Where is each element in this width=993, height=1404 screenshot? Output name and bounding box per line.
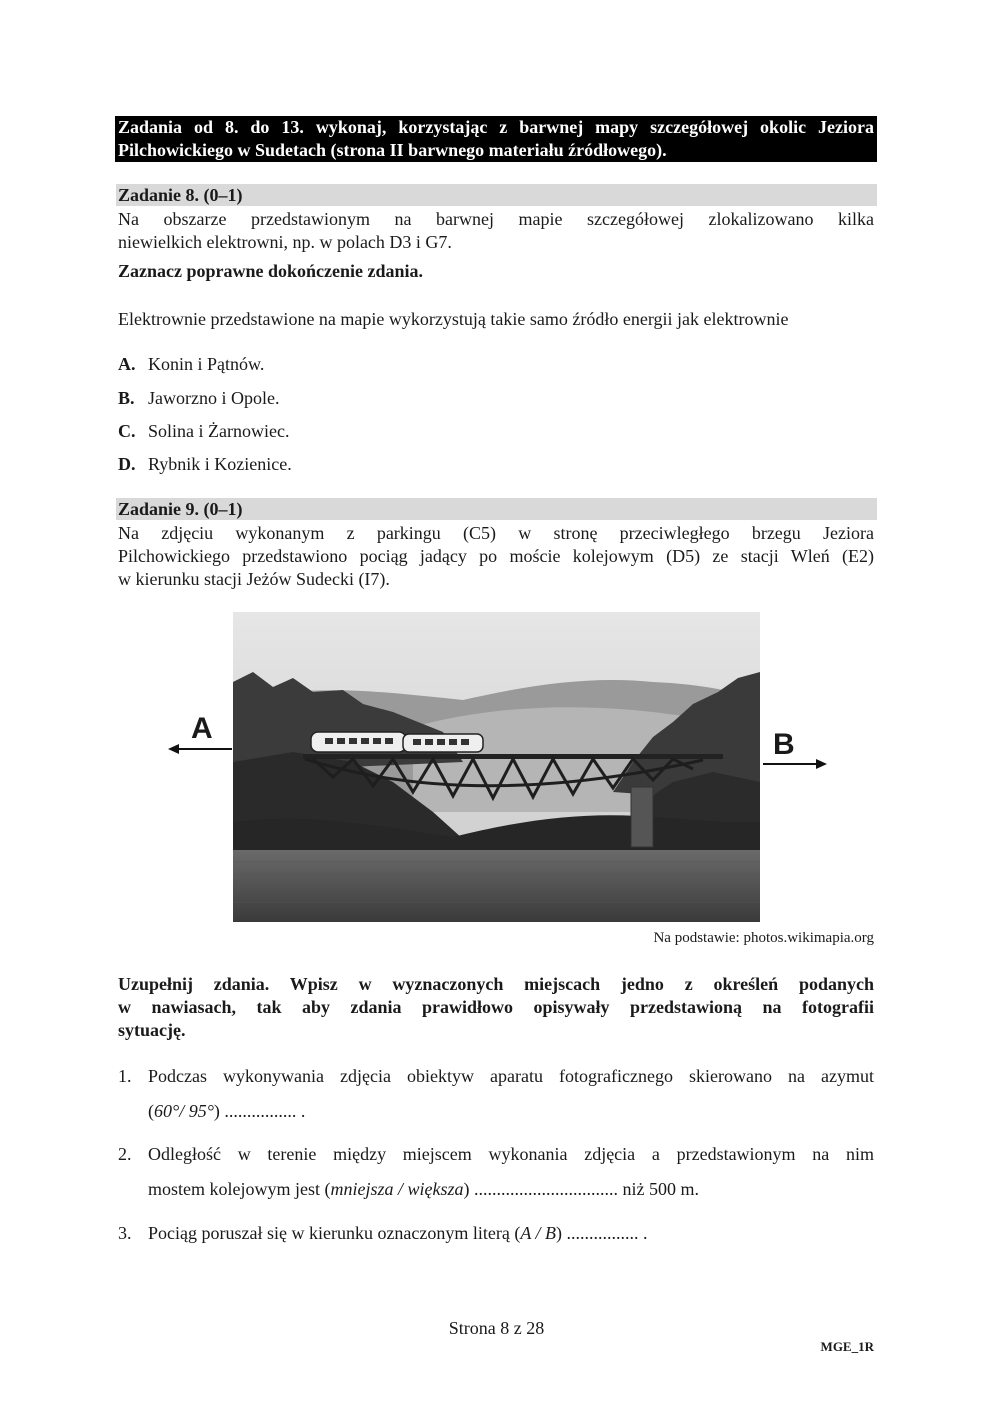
option-text: Jaworzno i Opole. xyxy=(148,388,280,408)
task-8-option-d[interactable] xyxy=(118,453,292,475)
item-1-line-1: Podczas wykonywania zdjęcia obiektyw aparatu fotograficznego skierowano na azymut xyxy=(148,1066,874,1086)
intro-line-1: Zadania od 8. do 13. wykonaj, korzystając z barwnej mapy szczegółowej okolic Jeziora xyxy=(118,117,874,137)
task-9-instruction-line-2: w nawiasach, tak aby zdania prawidłowo opisywały przedstawioną na fotografii xyxy=(118,997,874,1017)
task-9-text xyxy=(118,522,874,591)
task-8-text xyxy=(118,208,874,254)
task-9-text-line-3: w kierunku stacji Jeżów Sudecki (I7). xyxy=(118,569,390,589)
task-8-title: Zadanie 8. (0–1) xyxy=(116,184,877,206)
item-1-text xyxy=(148,1059,874,1129)
task-9-instruction-line-1: Uzupełnij zdania. Wpisz w wyznaczonych miejscach jedno z określeń podanych xyxy=(118,974,874,994)
task-8-option-b[interactable] xyxy=(118,387,279,409)
bridge-photo xyxy=(233,612,760,922)
item-1-answer-blank[interactable]: ) ................ . xyxy=(213,1101,306,1121)
item-3-answer-blank[interactable]: ) ................ . xyxy=(556,1223,648,1243)
option-letter: D. xyxy=(118,454,136,474)
arrow-left-icon xyxy=(168,742,232,756)
item-2-pre: mostem kolejowym jest ( xyxy=(148,1179,331,1199)
task-8-text-line-1: Na obszarze przedstawionym na barwnej mapie szczegółowej zlokalizowano kilka xyxy=(118,209,874,229)
task-9-text-line-2: Pilchowickiego przedstawiono pociąg jadący po moście kolejowym (D5) ze stacji Wleń (E2) xyxy=(118,546,874,566)
option-letter: C. xyxy=(118,421,136,441)
section-intro-header xyxy=(115,116,877,162)
task-8-stem: Elektrownie przedstawione na mapie wykorzystują takie samo źródło energii jak elektrownie xyxy=(118,309,789,329)
option-text: Solina i Żarnowiec. xyxy=(148,421,290,441)
option-letter: A. xyxy=(118,354,136,374)
item-2-options: mniejsza / większa xyxy=(330,1179,464,1199)
direction-a-label: A xyxy=(191,712,213,745)
intro-line-2: Pilchowickiego w Sudetach (strona II barwnego materiału źródłowego). xyxy=(118,140,667,160)
task-9-title: Zadanie 9. (0–1) xyxy=(116,498,877,520)
option-text: Konin i Pątnów. xyxy=(148,354,265,374)
exam-code: MGE_1R xyxy=(820,1339,874,1354)
item-2-number: 2. xyxy=(118,1144,132,1164)
arrow-right-icon xyxy=(763,757,827,771)
bridge-photo-image xyxy=(233,612,760,922)
task-8-option-a[interactable] xyxy=(118,353,264,375)
task-8-instruction: Zaznacz poprawne dokończenie zdania. xyxy=(118,261,424,281)
task-9-instruction xyxy=(118,973,874,1042)
item-3-text[interactable] xyxy=(148,1216,874,1251)
item-1-options: 60°/ 95° xyxy=(154,1101,214,1121)
item-2-line-1: Odległość w terenie między miejscem wykonania zdjęcia a przedstawionym na nim xyxy=(148,1144,874,1164)
task-9-instruction-line-3: sytuację. xyxy=(118,1020,186,1040)
page-number: Strona 8 z 28 xyxy=(448,1318,545,1338)
photo-source: Na podstawie: photos.wikimapia.org xyxy=(653,930,874,946)
item-1-pre: ( xyxy=(148,1101,154,1121)
item-1-number: 1. xyxy=(118,1066,132,1086)
task-9-text-line-1: Na zdjęciu wykonanym z parkingu (C5) w stronę przeciwległego brzegu Jeziora xyxy=(118,523,874,543)
item-2-line-2[interactable] xyxy=(148,1172,874,1207)
task-8-option-c[interactable] xyxy=(118,420,289,442)
item-2-text xyxy=(148,1137,874,1207)
item-2-answer-blank[interactable]: ) ................................ niż 500 m. xyxy=(463,1179,699,1199)
item-3-number: 3. xyxy=(118,1223,132,1243)
option-text: Rybnik i Kozienice. xyxy=(148,454,292,474)
direction-b-label: B xyxy=(773,728,795,761)
item-3-options: A / B xyxy=(520,1223,557,1243)
option-letter: B. xyxy=(118,388,135,408)
item-3-pre: Pociąg poruszał się w kierunku oznaczonym literą ( xyxy=(148,1223,521,1243)
task-8-text-line-2: niewielkich elektrowni, np. w polach D3 i G7. xyxy=(118,232,452,252)
item-1-line-2[interactable] xyxy=(148,1094,874,1129)
